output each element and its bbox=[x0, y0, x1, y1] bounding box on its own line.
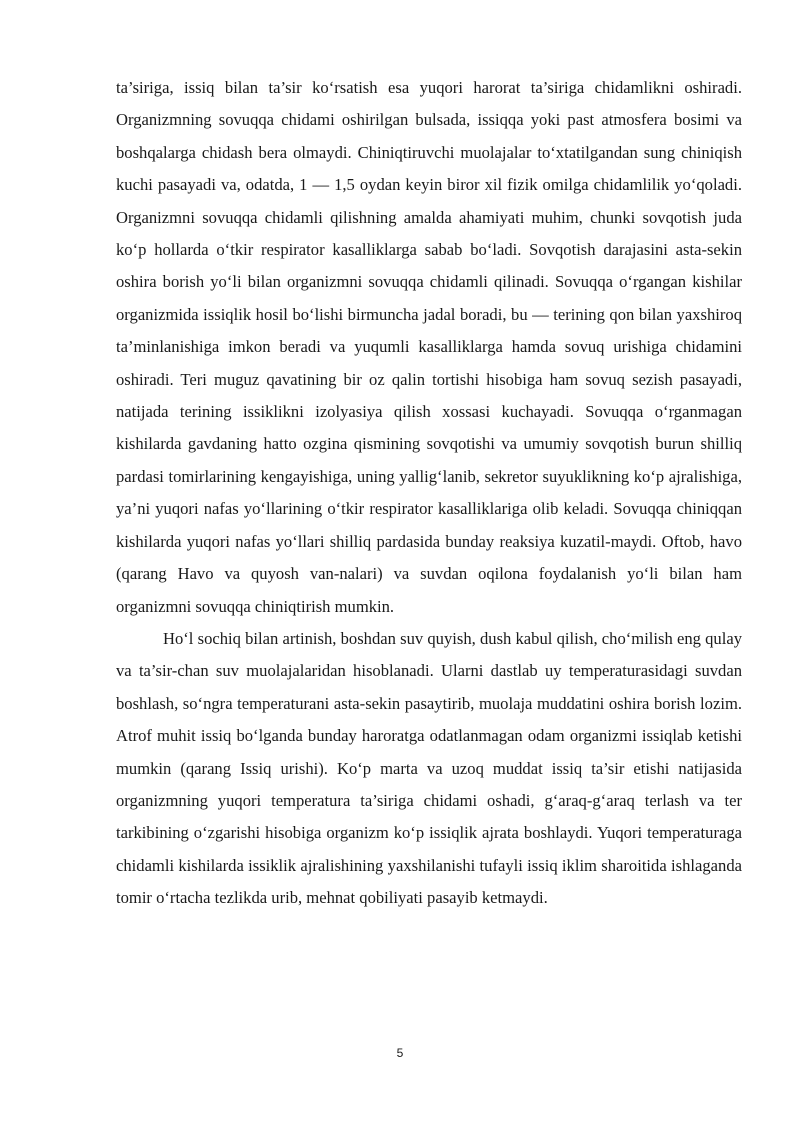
paragraph-1: ta’siriga, issiq bilan ta’sir ko‘rsatish esa yuqori harorat ta’siriga chidamlikni oshiradi. Organizmning sovuqqa chidami oshirilgan bulsada, issiqqa yoki past atmosfera bosimi va boshqalarga chidash bera olmaydi. Chiniqtiruvchi muolajalar to‘xtatilgandan sung chiniqish kuchi pasayadi va, odatda, 1 — 1,5 oydan keyin biror xil fizik omilga chidamlilik yo‘qoladi. Organizmni sovuqqa chidamli qilishning amalda ahamiyati muhim, chunki sovqotish juda ko‘p hollarda o‘tkir respirator kasalliklarga sabab bo‘ladi. Sovqotish darajasini asta-sekin oshira borish yo‘li bilan organizmni sovuqqa chidamli qilinadi. Sovuqqa o‘rgangan kishilar organizmida issiqlik hosil bo‘lishi birmuncha jadal boradi, bu — terining qon bilan yaxshiroq ta’minlanishiga imkon beradi va yuqumli kasalliklarga hamda sovuq urishiga chidamini oshiradi. Teri muguz qavatining bir oz qalin tortishi hisobiga ham sovuq sezish pasayadi, natijada terining issiklikni izolyasiya qilish xossasi kuchayadi. Sovuqqa o‘rganmagan kishilarda gavdaning hatto ozgina qismining sovqotishi va umumiy sovqotish burun shilliq pardasi tomirlarining kengayishiga, uning yallig‘lanib, sekretor suyuklikning ko‘p ajralishiga, ya’ni yuqori nafas yo‘llarining o‘tkir respirator kasalliklariga olib keladi. Sovuqqa chiniqqan kishilarda yuqori nafas yo‘llari shilliq pardasida bunday reaksiya kuzatil-maydi. Oftob, havo (qarang Havo va quyosh van-nalari) va suvdan oqilona foydalanish yo‘li bilan ham organizmni sovuqqa chiniqtirish mumkin. bbox=[116, 78, 742, 616]
paragraph-2: Ho‘l sochiq bilan artinish, boshdan suv quyish, dush kabul qilish, cho‘milish eng qulay va ta’sir-chan suv muolajalaridan hisoblanadi. Ularni dastlab uy temperaturasidagi suvdan boshlash, so‘ngra temperaturani asta-sekin pasaytirib, muolaja muddatini oshira borish lozim. Atrof muhit issiq bo‘lganda bunday haroratga odatlanmagan odam organizmi issiqlab ketishi mumkin (qarang Issiq urishi). Ko‘p marta va uzoq muddat issiq ta’sir etishi natijasida organizmning yuqori temperatura ta’siriga chidami oshadi, g‘araq-g‘araq terlash va ter tarkibining o‘zgarishi hisobiga organizm ko‘p issiqlik ajrata boshlaydi. Yuqori temperaturaga chidamli kishilarda issiklik ajralishining yaxshilanishi tufayli issiq iklim sharoitida ishlaganda tomir o‘rtacha tezlikda urib, mehnat qobiliyati pasayib ketmaydi. bbox=[116, 628, 742, 908]
page-number: 5 bbox=[396, 1046, 404, 1060]
body-text bbox=[116, 72, 742, 915]
